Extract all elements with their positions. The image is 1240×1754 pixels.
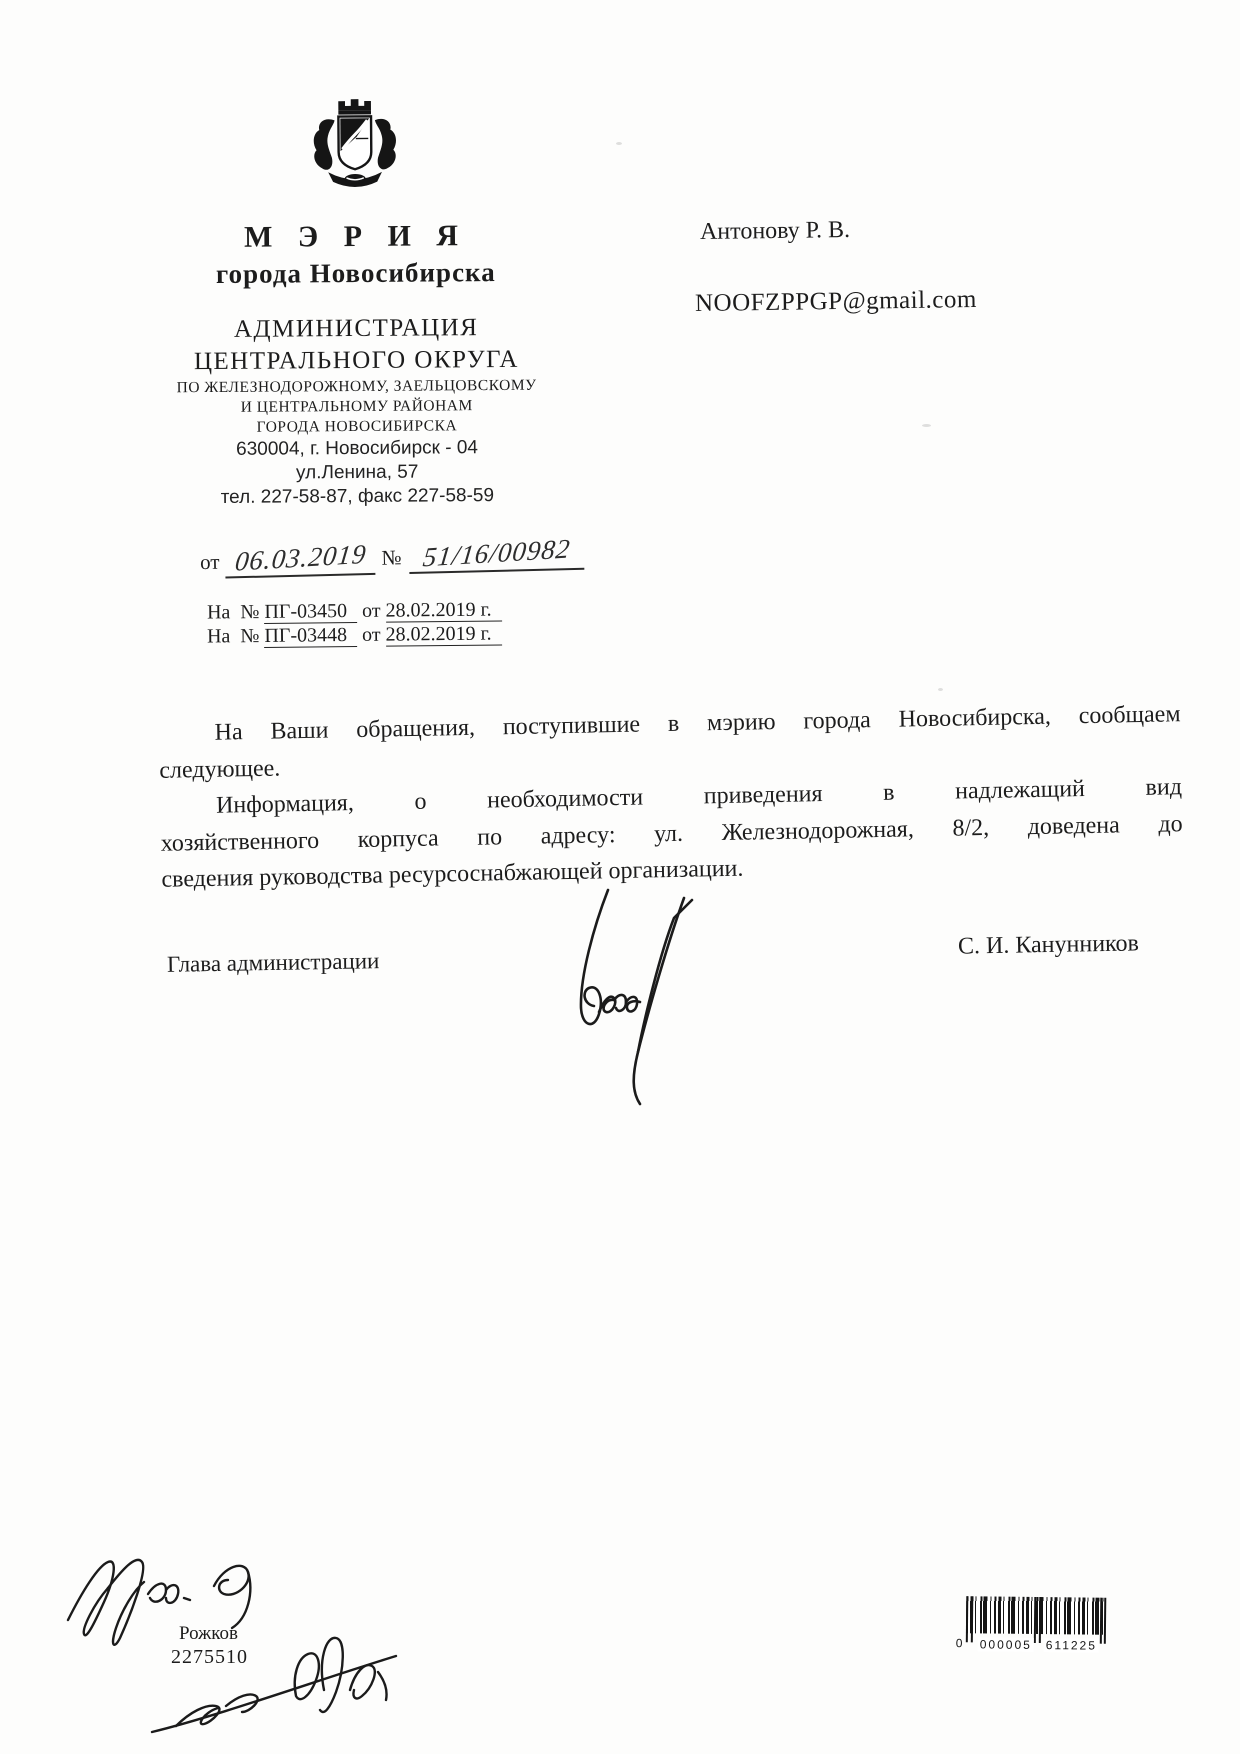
phone-line: тел. 227-58-87, факс 227-58-59 xyxy=(220,485,495,508)
no-label: № xyxy=(240,624,260,648)
ot-label: от xyxy=(361,623,381,646)
scan-noise xyxy=(938,688,943,691)
ot-label: от xyxy=(361,599,381,622)
letterhead xyxy=(129,94,584,510)
handwritten-date-underline xyxy=(225,538,376,579)
incoming-date: 28.02.2019 г. xyxy=(385,598,501,622)
body-line: хозяйственного корпуса по адресу: ул. Железнодорожная, 8/2, доведена до xyxy=(160,810,1183,857)
executor-name: Рожков xyxy=(179,1623,238,1644)
body-line: следующее. xyxy=(159,754,281,784)
barcode-digits-right: 611225 xyxy=(1045,1638,1098,1653)
ot-label: от xyxy=(199,549,220,575)
recipient-email: NOOFZPPGP@gmail.com xyxy=(694,286,978,317)
dept-line1: АДМИНИСТРАЦИЯ xyxy=(233,314,479,343)
org-name-line1: М Э Р И Я xyxy=(243,219,468,254)
coat-of-arms-emblem xyxy=(307,96,404,207)
dept-line2: ЦЕНТРАЛЬНОГО ОКРУГА xyxy=(193,345,519,376)
head-signature-stroke xyxy=(552,882,702,1112)
number-sign: № xyxy=(381,545,402,570)
dept-line3: ПО ЖЕЛЕЗНОДОРОЖНОМУ, ЗАЕЛЬЦОВСКОМУ xyxy=(176,376,537,397)
body-line: На Ваши обращения, поступившие в мэрию города Новосибирска, сообщаем xyxy=(214,701,1181,746)
address-line2: ул.Ленина, 57 xyxy=(295,461,419,484)
letter-body xyxy=(158,696,1183,898)
incoming-date: 28.02.2019 г. xyxy=(385,622,501,646)
executor-phone: 2275510 xyxy=(171,1646,248,1668)
incoming-reference-line-2 xyxy=(207,622,502,648)
no-label: № xyxy=(240,600,260,624)
body-line: сведения руководства ресурсоснабжающей организации. xyxy=(161,855,744,893)
outgoing-reference-line xyxy=(200,535,621,579)
dept-line5: ГОРОДА НОВОСИБИРСКА xyxy=(256,417,458,436)
na-label: На xyxy=(206,625,231,648)
handwritten-number-underline xyxy=(409,533,585,574)
incoming-number: ПГ-03450 xyxy=(264,600,357,624)
dept-line4: И ЦЕНТРАЛЬНОМУ РАЙОНАМ xyxy=(240,397,473,416)
recipient-name: Антонову Р. В. xyxy=(699,216,851,246)
scan-noise xyxy=(616,142,622,145)
executor-signature-2 xyxy=(148,1628,403,1740)
barcode-digits-mid: 000005 xyxy=(979,1637,1032,1652)
handwritten-number: 51/16/00982 xyxy=(421,533,573,573)
incoming-number: ПГ-03448 xyxy=(264,624,357,648)
barcode-digit-left: 0 xyxy=(955,1636,963,1651)
address-line1: 630004, г. Новосибирск - 04 xyxy=(236,437,479,460)
signatory-title: Глава администрации xyxy=(166,948,380,977)
spacer xyxy=(130,287,582,314)
handwritten-date: 06.03.2019 xyxy=(233,538,368,577)
org-name-line2: города Новосибирска xyxy=(215,257,496,289)
na-label: На xyxy=(206,601,231,624)
incoming-reference-line-1 xyxy=(207,598,502,624)
barcode-digits xyxy=(955,1636,1110,1653)
signatory-name: С. И. Канунников xyxy=(957,930,1140,960)
scan-noise xyxy=(922,424,931,427)
barcode xyxy=(955,1596,1111,1654)
body-line: Информация, о необходимости приведения в надлежащий вид xyxy=(215,774,1183,819)
